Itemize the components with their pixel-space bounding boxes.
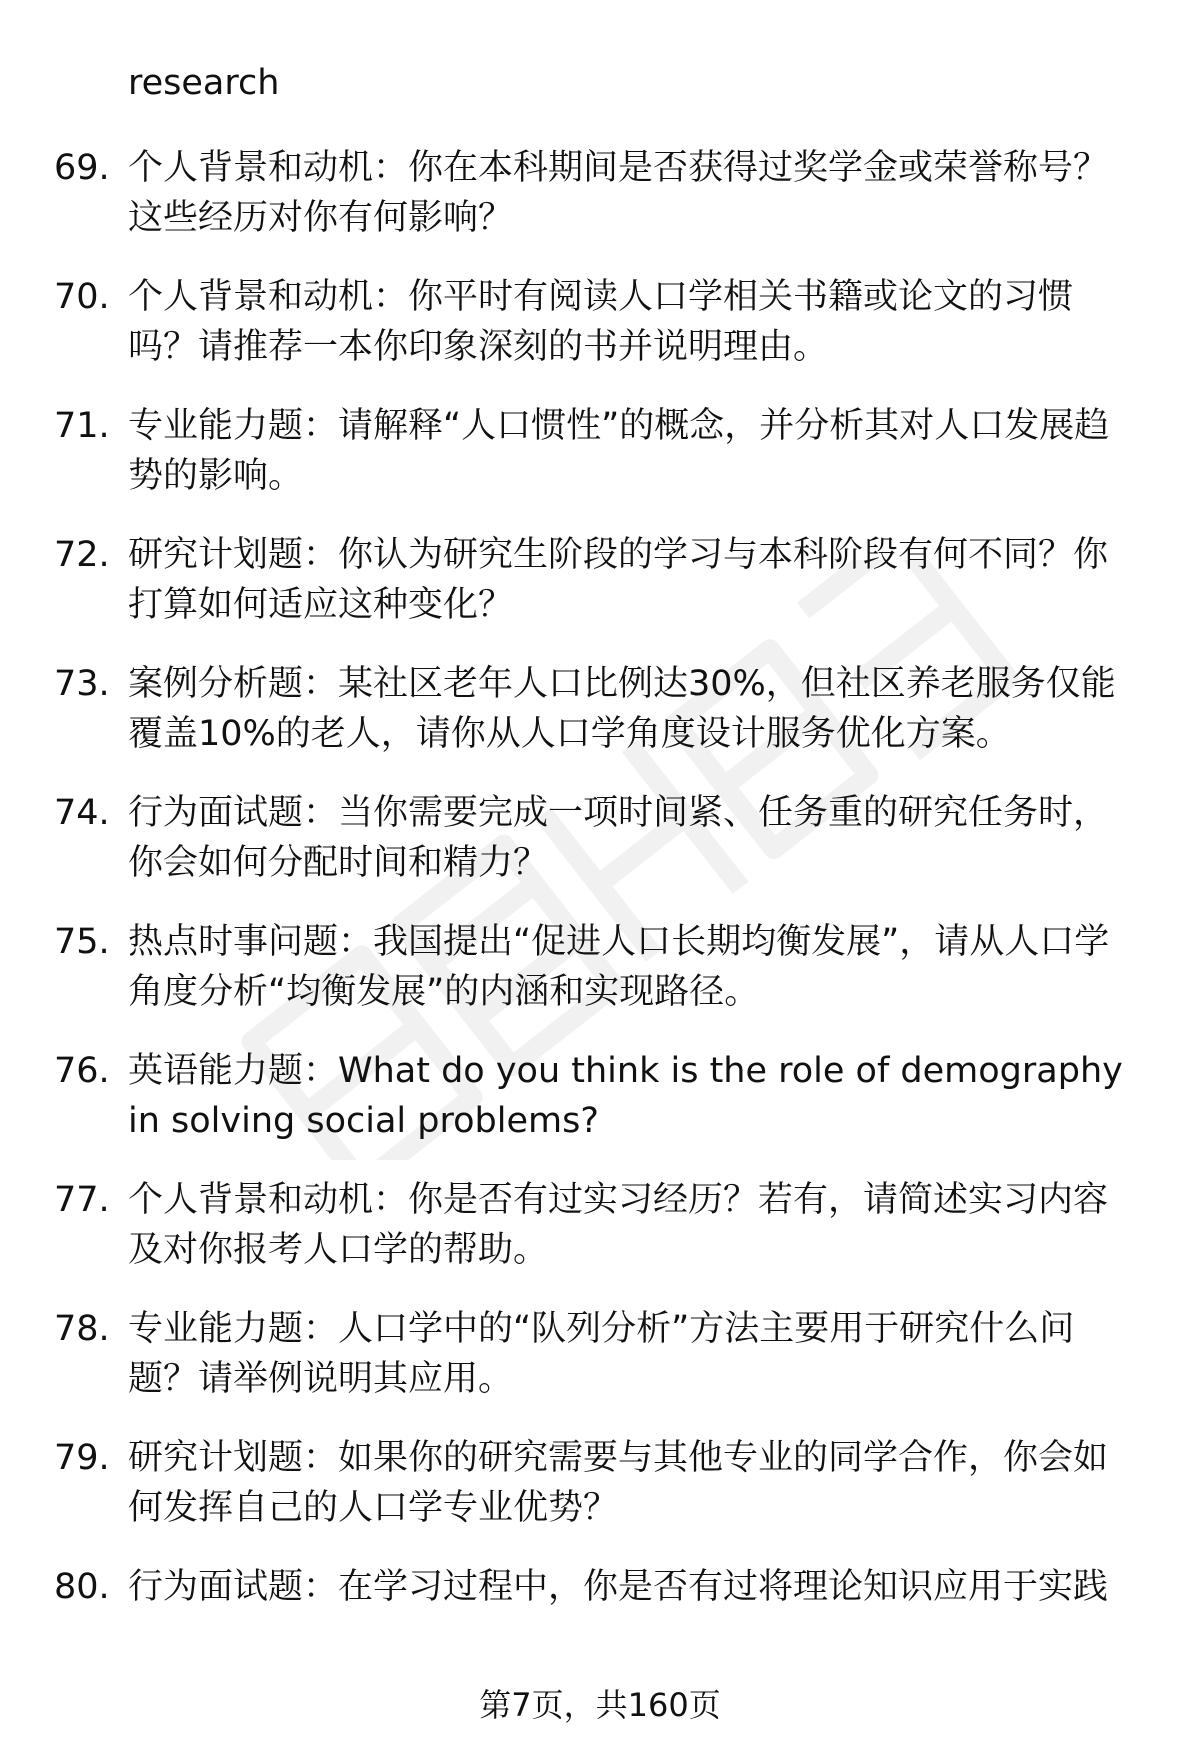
question-item <box>54 1175 1154 1275</box>
question-number: 74. <box>54 793 110 833</box>
question-number: 72. <box>54 535 110 575</box>
question-number: 75. <box>54 922 110 962</box>
page-footer: 第7页，共160页 <box>479 1686 721 1724</box>
question-item <box>54 530 1154 630</box>
question-item <box>54 1433 1154 1533</box>
question-item <box>54 401 1154 501</box>
question-text: 研究计划题：如果你的研究需要与其他专业的同学合作，你会如何发挥自己的人口学专业优势？ <box>128 1438 1109 1528</box>
question-number: 71. <box>54 406 110 446</box>
question-item <box>54 788 1154 888</box>
question-number: 78. <box>54 1309 110 1349</box>
question-text: 个人背景和动机：你在本科期间是否获得过奖学金或荣誉称号？这些经历对你有何影响？ <box>128 148 1109 238</box>
question-item <box>54 659 1154 759</box>
question-text: 行为面试题：在学习过程中，你是否有过将理论知识应用于实践 <box>128 1567 1109 1607</box>
question-text: 专业能力题：人口学中的“队列分析”方法主要用于研究什么问题？请举例说明其应用。 <box>128 1309 1075 1399</box>
continuation-text: research <box>128 63 280 103</box>
question-list <box>54 143 1154 1641</box>
question-text: 热点时事问题：我国提出“促进人口长期均衡发展”，请从人口学角度分析“均衡发展”的内涵和实现路径。 <box>128 922 1110 1012</box>
question-number: 77. <box>54 1180 110 1220</box>
question-item <box>54 1046 1154 1146</box>
question-text: 行为面试题：当你需要完成一项时间紧、任务重的研究任务时，你会如何分配时间和精力？ <box>128 793 1109 883</box>
question-item <box>54 1304 1154 1404</box>
question-item <box>54 143 1154 243</box>
question-item <box>54 1562 1154 1612</box>
question-text: 个人背景和动机：你是否有过实习经历？若有，请简述实习内容及对你报考人口学的帮助。 <box>128 1180 1109 1270</box>
question-number: 70. <box>54 277 110 317</box>
question-text: 英语能力题：What do you think is the role of demography in solving social problems? <box>128 1051 1123 1141</box>
question-number: 69. <box>54 148 110 188</box>
question-text: 研究计划题：你认为研究生阶段的学习与本科阶段有何不同？你打算如何适应这种变化？ <box>128 535 1109 625</box>
question-number: 80. <box>54 1567 110 1607</box>
question-number: 76. <box>54 1051 110 1091</box>
question-number: 79. <box>54 1438 110 1478</box>
question-item <box>54 272 1154 372</box>
question-text: 案例分析题：某社区老年人口比例达30%，但社区养老服务仅能覆盖10%的老人，请你从人口学角度设计服务优化方案。 <box>128 664 1116 754</box>
question-text: 个人背景和动机：你平时有阅读人口学相关书籍或论文的习惯吗？请推荐一本你印象深刻的书并说明理由。 <box>128 277 1074 367</box>
question-text: 专业能力题：请解释“人口惯性”的概念，并分析其对人口发展趋势的影响。 <box>128 406 1110 496</box>
question-number: 73. <box>54 664 110 704</box>
question-item <box>54 917 1154 1017</box>
